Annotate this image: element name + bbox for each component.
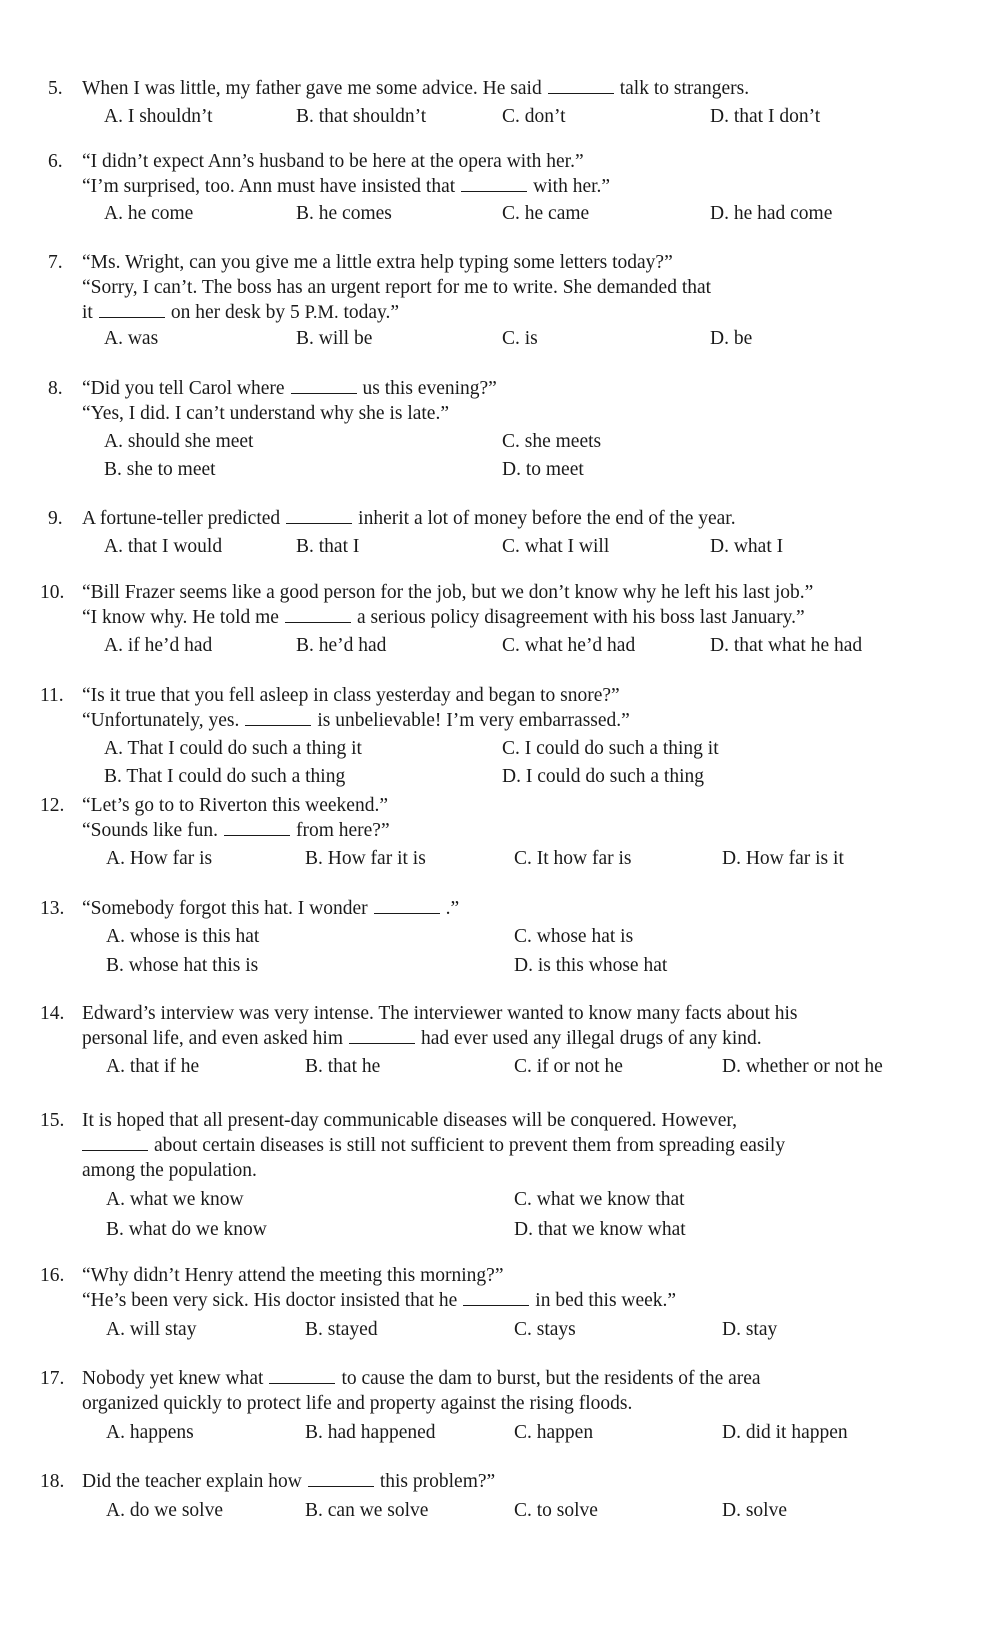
option-c: C. stays (514, 1319, 576, 1340)
option-a: A. How far is (106, 848, 213, 869)
answer-blank (285, 608, 351, 623)
option-c: C. what he’d had (502, 635, 636, 656)
option-c: C. happen (514, 1422, 594, 1443)
option-b: B. he’d had (296, 635, 387, 656)
question-text: “I didn’t expect Ann’s husband to be here at the opera with her.” (82, 151, 584, 172)
answer-blank (99, 303, 165, 318)
question-text: among the population. (82, 1160, 257, 1181)
question-text: Edward’s interview was very intense. The interviewer wanted to know many facts about his (82, 1003, 798, 1024)
option-c: C. what we know that (514, 1189, 685, 1210)
option-c: C. whose hat is (514, 926, 634, 947)
option-b: B. that shouldn’t (296, 106, 427, 127)
option-a: A. he come (104, 203, 194, 224)
question-text: When I was little, my father gave me some advice. He said talk to strangers. (82, 78, 750, 99)
option-d: D. what I (710, 536, 784, 557)
option-a: A. that if he (106, 1056, 200, 1077)
option-b: B. that I (296, 536, 360, 557)
answer-blank (291, 379, 357, 394)
option-b: B. stayed (305, 1319, 378, 1340)
question-text: “Why didn’t Henry attend the meeting this morning?” (82, 1265, 504, 1286)
option-c: C. to solve (514, 1500, 598, 1521)
question-number: 9. (48, 508, 63, 529)
option-d: D. that I don’t (710, 106, 821, 127)
option-b: B. what do we know (106, 1219, 267, 1240)
question-text: “Is it true that you fell asleep in class yesterday and began to snore?” (82, 685, 620, 706)
option-b: B. whose hat this is (106, 955, 259, 976)
option-d: D. did it happen (722, 1422, 848, 1443)
option-c: C. don’t (502, 106, 566, 127)
question-number: 12. (40, 795, 65, 816)
option-d: D. be (710, 328, 753, 349)
question-number: 13. (40, 898, 65, 919)
option-c: C. what I will (502, 536, 610, 557)
option-b: B. that he (305, 1056, 381, 1077)
option-c: C. if or not he (514, 1056, 623, 1077)
option-d: D. solve (722, 1500, 787, 1521)
option-a: A. should she meet (104, 431, 254, 452)
question-text: “I’m surprised, too. Ann must have insisted that with her.” (82, 176, 611, 197)
answer-blank (461, 177, 527, 192)
option-b: B. can we solve (305, 1500, 429, 1521)
option-d: D. whether or not he (722, 1056, 883, 1077)
question-text: “Let’s go to to Riverton this weekend.” (82, 795, 388, 816)
option-a: A. That I could do such a thing it (104, 738, 362, 759)
question-text: “He’s been very sick. His doctor insisted that he in bed this week.” (82, 1290, 677, 1311)
option-b: B. will be (296, 328, 373, 349)
question-number: 6. (48, 151, 63, 172)
option-b: B. How far it is (305, 848, 426, 869)
question-text: organized quickly to protect life and property against the rising floods. (82, 1393, 633, 1414)
question-text: “Did you tell Carol where us this evening?” (82, 378, 497, 399)
question-number: 17. (40, 1368, 65, 1389)
question-text: “Bill Frazer seems like a good person for the job, but we don’t know why he left his last job.” (82, 582, 814, 603)
question-number: 14. (40, 1003, 65, 1024)
option-a: A. will stay (106, 1319, 197, 1340)
answer-blank (349, 1029, 415, 1044)
option-d: D. stay (722, 1319, 778, 1340)
option-d: D. is this whose hat (514, 955, 668, 976)
option-b: B. That I could do such a thing (104, 766, 346, 787)
question-text: “Somebody forgot this hat. I wonder .” (82, 898, 460, 919)
question-number: 7. (48, 252, 63, 273)
question-number: 5. (48, 78, 63, 99)
option-a: A. was (104, 328, 159, 349)
question-text: Did the teacher explain how this problem?” (82, 1471, 496, 1492)
option-d: D. I could do such a thing (502, 766, 705, 787)
option-b: B. had happened (305, 1422, 436, 1443)
question-text: about certain diseases is still not sufficient to prevent them from spreading easily (82, 1133, 785, 1158)
question-number: 18. (40, 1471, 65, 1492)
question-text: “Sorry, I can’t. The boss has an urgent report for me to write. She demanded that (82, 277, 712, 298)
question-text: personal life, and even asked him had ever used any illegal drugs of any kind. (82, 1028, 762, 1049)
question-number: 10. (40, 582, 65, 603)
option-c: C. It how far is (514, 848, 632, 869)
option-a: A. I shouldn’t (104, 106, 213, 127)
answer-blank (224, 821, 290, 836)
option-a: A. happens (106, 1422, 194, 1443)
question-text: “Sounds like fun. from here?” (82, 820, 390, 841)
question-text: It is hoped that all present-day communicable diseases will be conquered. However, (82, 1110, 737, 1131)
option-b: B. he comes (296, 203, 392, 224)
option-a: A. do we solve (106, 1500, 223, 1521)
answer-blank (463, 1291, 529, 1306)
question-text: it on her desk by 5 P.M. today.” (82, 302, 400, 323)
question-text: Nobody yet knew what to cause the dam to burst, but the residents of the area (82, 1368, 761, 1389)
question-number: 15. (40, 1110, 65, 1131)
option-c: C. he came (502, 203, 590, 224)
option-d: D. that what he had (710, 635, 863, 656)
option-a: A. what we know (106, 1189, 244, 1210)
answer-blank (286, 509, 352, 524)
option-c: C. I could do such a thing it (502, 738, 719, 759)
question-number: 16. (40, 1265, 65, 1286)
answer-blank (548, 79, 614, 94)
answer-blank (82, 1136, 148, 1151)
answer-blank (308, 1472, 374, 1487)
question-text: “Unfortunately, yes. is unbelievable! I’m very embarrassed.” (82, 710, 630, 731)
option-d: D. How far is it (722, 848, 844, 869)
option-d: D. he had come (710, 203, 833, 224)
question-number: 11. (40, 685, 64, 706)
question-text: A fortune-teller predicted inherit a lot of money before the end of the year. (82, 508, 736, 529)
option-d: D. to meet (502, 459, 584, 480)
option-d: D. that we know what (514, 1219, 686, 1240)
question-number: 8. (48, 378, 63, 399)
option-a: A. that I would (104, 536, 223, 557)
option-b: B. she to meet (104, 459, 216, 480)
option-c: C. is (502, 328, 538, 349)
answer-blank (245, 711, 311, 726)
option-a: A. if he’d had (104, 635, 213, 656)
question-text: “Ms. Wright, can you give me a little extra help typing some letters today?” (82, 252, 673, 273)
option-c: C. she meets (502, 431, 602, 452)
answer-blank (269, 1369, 335, 1384)
answer-blank (374, 899, 440, 914)
question-text: “Yes, I did. I can’t understand why she is late.” (82, 403, 449, 424)
question-text: “I know why. He told me a serious policy disagreement with his boss last January.” (82, 607, 805, 628)
option-a: A. whose is this hat (106, 926, 260, 947)
